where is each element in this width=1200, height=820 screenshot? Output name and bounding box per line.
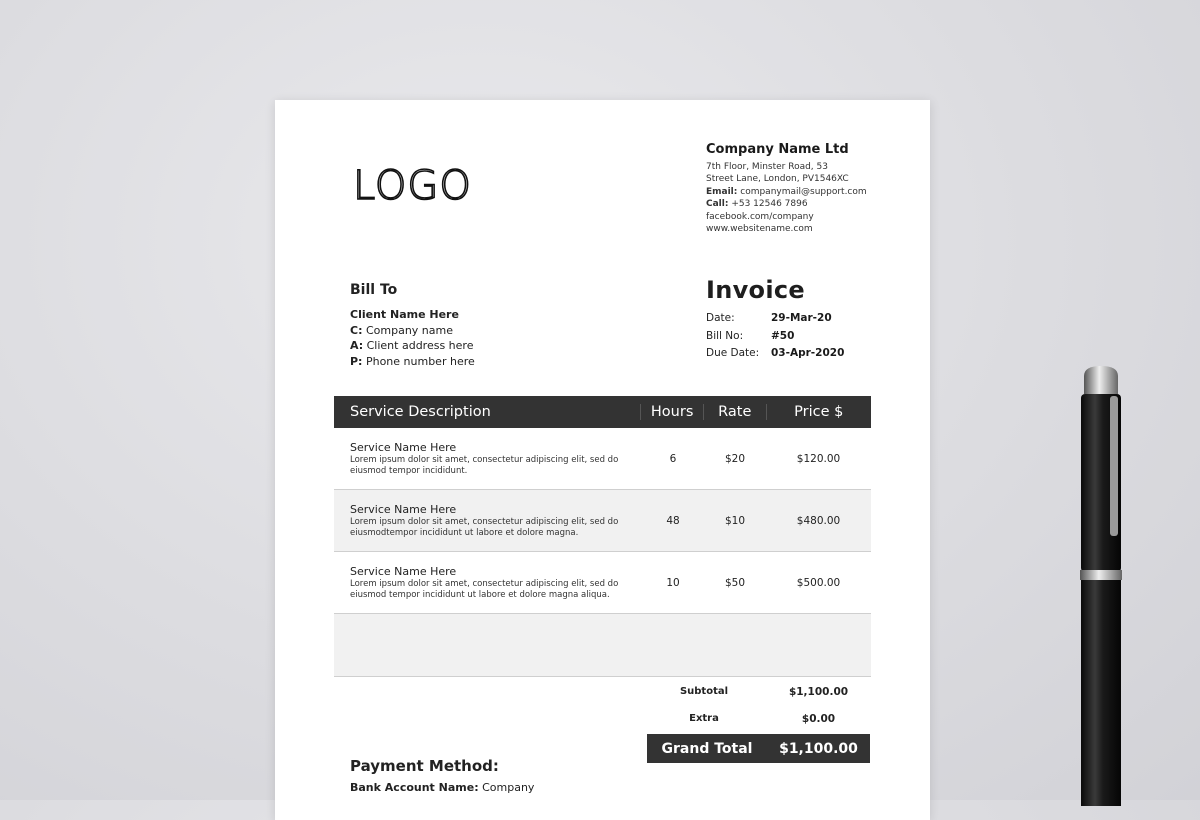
company-email [706,186,906,198]
bank-account-value: Company [482,781,535,794]
services-table [334,396,871,677]
service-desc-line1: Lorem ipsum dolor sit amet, consectetur adipiscing elit, sed do [350,578,619,589]
company-phone [706,198,906,210]
price-cell: $480.00 [796,514,841,527]
rate-cell: $10 [724,514,746,527]
invoice-meta [706,276,906,363]
company-address-line1: 7th Floor, Minster Road, 53 [706,162,828,172]
company-label: C: [350,323,363,337]
bill-to-section [350,282,610,369]
grand-total-label: Grand Total [661,740,753,757]
bill-no-row [706,328,906,346]
company-website: www.websitename.com [706,224,813,235]
rate-cell: $20 [724,452,746,465]
service-desc-line2: eiusmod tempor incididunt. [350,465,468,476]
date-label: Date: [706,312,735,324]
service-cell [334,565,642,601]
totals-section [334,678,871,763]
company-address-line2: Street Lane, London, PV1546XC [706,174,849,185]
grand-total-bar [647,734,870,763]
phone-value: Phone number here [365,354,475,368]
pen-image [1078,366,1124,806]
service-cell [334,503,642,539]
hours-cell: 6 [669,452,677,465]
bill-no-value: #50 [771,329,795,342]
service-desc-line1: Lorem ipsum dolor sit amet, consectetur adipiscing elit, sed do [350,516,619,527]
empty-table-row [334,614,871,677]
invoice-date-row [706,310,906,328]
service-cell [334,441,642,477]
extra-label: Extra [689,713,719,724]
address-value: Client address here [366,339,474,352]
company-facebook: facebook.com/company [706,211,814,222]
grand-total-value: $1,100.00 [779,740,858,757]
subtotal-value: $1,100.00 [788,685,849,698]
client-name: Client Name Here [350,308,459,321]
email-label: Email: [706,186,738,197]
email-value: companymail@support.com [740,186,867,197]
price-cell: $120.00 [796,452,841,465]
table-header [334,396,871,428]
header-service-description: Service Description [350,404,491,420]
invoice-title: Invoice [706,276,805,304]
payment-section [350,757,650,796]
due-date-row [706,345,906,363]
due-date-value: 03-Apr-2020 [771,347,845,359]
subtotal-row [334,678,871,705]
price-cell: $500.00 [796,576,841,589]
company-logo: LOGO [353,163,472,209]
payment-title: Payment Method: [350,757,499,775]
service-desc-line2: eiusmod tempor incididunt ut labore et dolore magna aliqua. [350,589,610,600]
header-price: Price $ [766,404,871,420]
company-info [706,142,906,235]
extra-row [334,705,871,732]
client-phone [350,354,610,370]
extra-value: $0.00 [801,712,836,725]
service-name: Service Name Here [350,564,457,578]
header-rate: Rate [703,404,766,420]
service-name: Service Name Here [350,502,457,516]
bill-no-label: Bill No: [706,329,744,342]
client-address [350,338,610,354]
bank-account-label: Bank Account Name: [350,781,479,794]
company-value: Company name [365,323,454,337]
phone-label: P: [350,354,363,368]
rate-cell: $50 [724,576,746,589]
table-row [334,552,871,614]
call-label: Call: [706,199,729,210]
call-value: +53 12546 7896 [731,199,808,210]
due-date-label: Due Date: [706,347,760,359]
table-row [334,490,871,552]
address-label: A: [350,339,364,352]
company-name: Company Name Ltd [706,142,849,157]
service-name: Service Name Here [350,440,457,454]
service-desc-line2: eiusmodtempor incididunt ut labore et dolore magna. [350,527,579,538]
bill-to-title: Bill To [350,282,398,298]
invoice-document [275,100,930,820]
date-value: 29-Mar-20 [771,312,832,324]
client-company [350,323,610,339]
bank-account-row [350,780,650,796]
hours-cell: 10 [666,576,680,589]
header-hours: Hours [640,404,703,420]
service-desc-line1: Lorem ipsum dolor sit amet, consectetur adipiscing elit, sed do [350,454,619,465]
subtotal-label: Subtotal [679,686,729,697]
hours-cell: 48 [666,514,680,527]
table-row [334,428,871,490]
